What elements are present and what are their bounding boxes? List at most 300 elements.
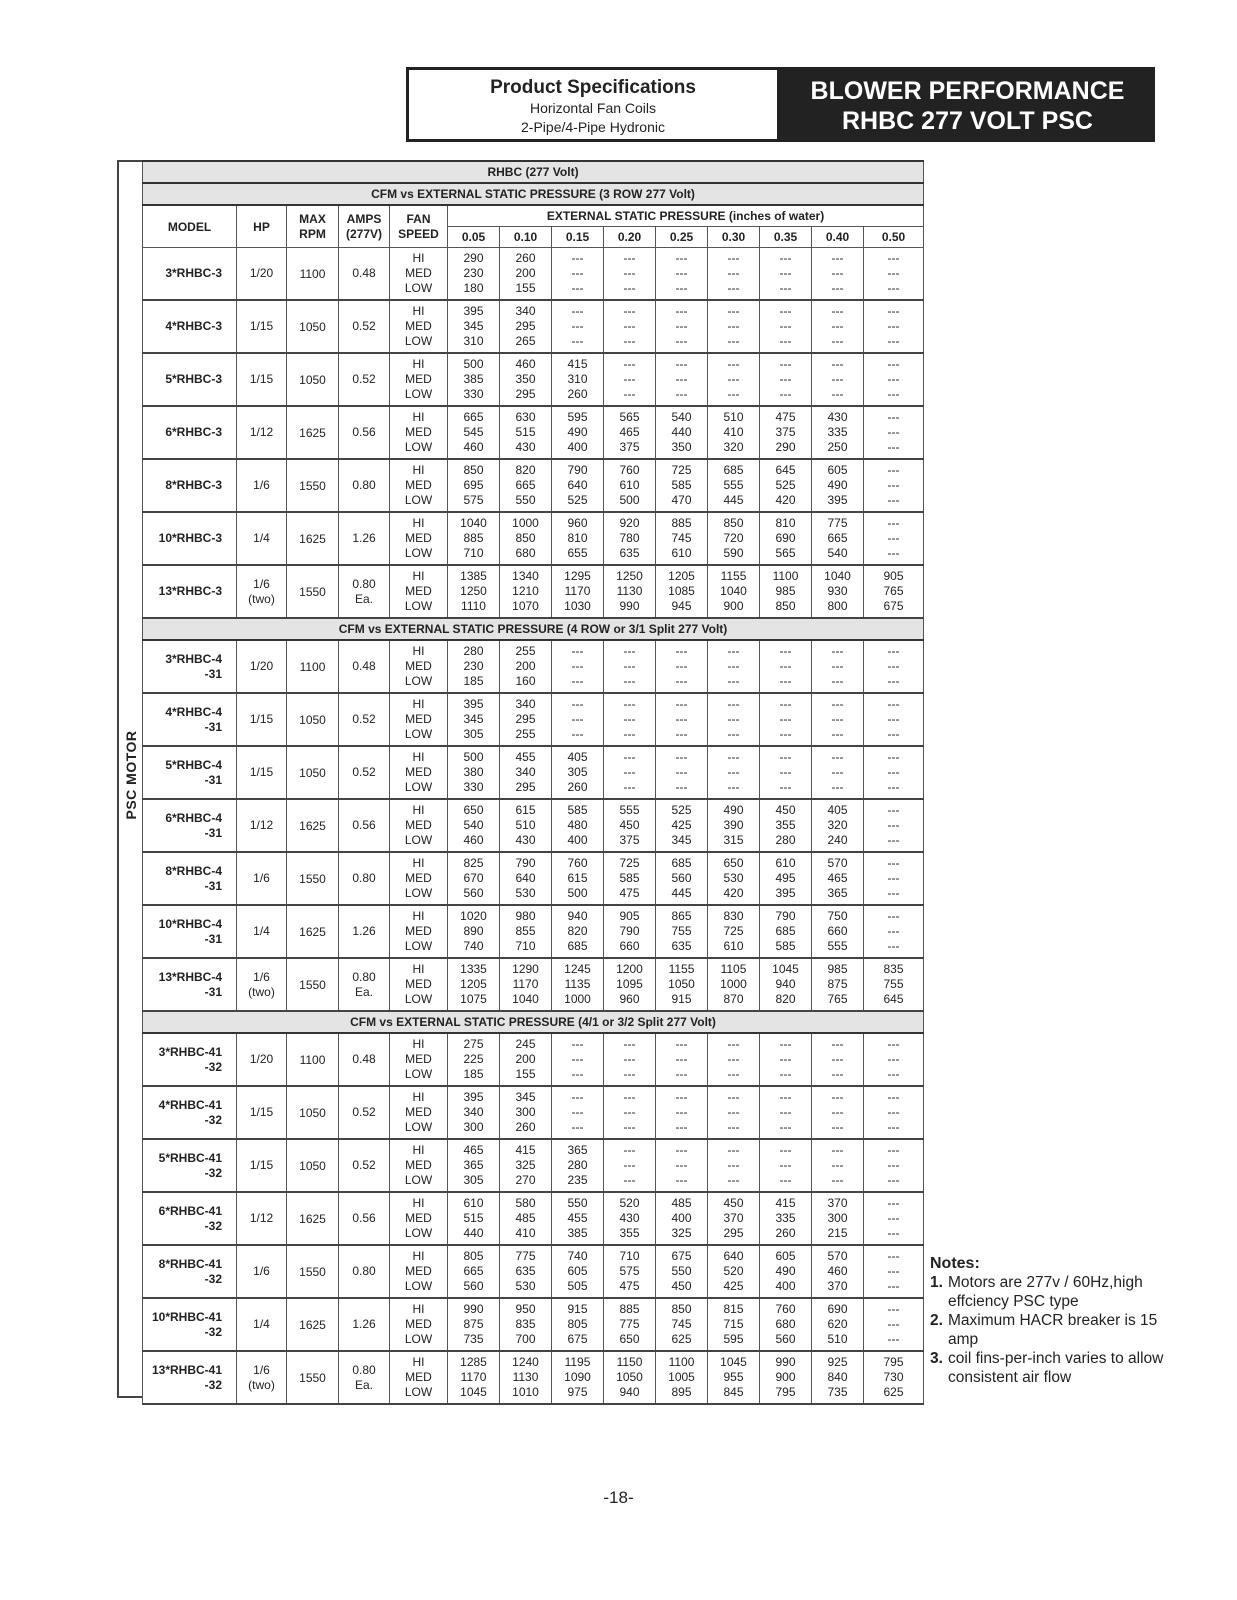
cfm-cell (760, 1351, 812, 1404)
cfm-cell-line: 490 (723, 803, 744, 817)
model-cell (143, 693, 237, 746)
cfm-cell-line: 425 (671, 818, 692, 832)
cfm-cell (708, 1298, 760, 1351)
cfm-cell-line: --- (887, 1037, 900, 1051)
cfm-cell-line: --- (831, 674, 844, 688)
amps-cell-line: 0.48 (352, 266, 376, 280)
cfm-cell (604, 1033, 656, 1086)
model-cell-line: -31 (204, 931, 222, 946)
cfm-cell-line: 760 (619, 463, 640, 477)
cfm-cell-line: 1205 (668, 569, 695, 583)
model-cell (143, 1086, 237, 1139)
fan-speed-cell-line: LOW (404, 1067, 433, 1081)
amps-cell (339, 746, 390, 799)
cfm-cell (864, 799, 924, 852)
cfm-cell-line: 895 (671, 1385, 692, 1399)
fan-speed-cell (390, 1351, 448, 1404)
cfm-cell-line: 1045 (772, 962, 799, 976)
cfm-cell (812, 565, 864, 618)
fan-speed-cell-line: LOW (404, 440, 433, 454)
cfm-cell-line: 790 (567, 463, 588, 477)
cfm-cell-line: 410 (515, 1226, 536, 1240)
cfm-cell-line: 260 (567, 780, 588, 794)
cfm-cell-line: 340 (515, 697, 536, 711)
cfm-cell (604, 353, 656, 406)
cfm-cell (552, 640, 604, 693)
cfm-cell-line: 235 (567, 1173, 588, 1187)
cfm-cell-line: 555 (723, 478, 744, 492)
cfm-cell-line: 415 (567, 357, 588, 371)
hp-cell (237, 693, 287, 746)
model-cell-line: -31 (204, 666, 222, 681)
cfm-cell-line: 155 (515, 281, 536, 295)
cfm-cell (500, 1192, 552, 1245)
model-cell (143, 1298, 237, 1351)
cfm-cell-line: 1010 (512, 1385, 539, 1399)
cfm-cell-line: --- (887, 1302, 900, 1316)
hp-cell-line: 1/4 (253, 1317, 270, 1331)
cfm-cell-line: --- (887, 334, 900, 348)
cfm-cell-line: 1090 (564, 1370, 591, 1384)
cfm-cell-line: --- (779, 1052, 792, 1066)
cfm-cell-line: --- (779, 304, 792, 318)
cfm-cell (864, 1192, 924, 1245)
cfm-cell-line: 810 (775, 516, 796, 530)
cfm-cell-line: --- (887, 1279, 900, 1293)
max-rpm-cell: 1050 (287, 693, 339, 746)
cfm-cell-line: 420 (723, 886, 744, 900)
cfm-cell-line: 375 (619, 440, 640, 454)
cfm-cell-line: --- (727, 697, 740, 711)
cfm-cell (448, 799, 500, 852)
cfm-cell (448, 905, 500, 958)
cfm-cell-line: --- (831, 1120, 844, 1134)
cfm-cell-line: 765 (883, 584, 904, 598)
cfm-cell (500, 1086, 552, 1139)
cfm-cell-line: --- (675, 1158, 688, 1172)
cfm-cell-line: 875 (827, 977, 848, 991)
amps-cell (339, 1139, 390, 1192)
cfm-cell-line: 885 (619, 1302, 640, 1316)
cfm-cell-line: --- (623, 1105, 636, 1119)
cfm-cell-line: 585 (775, 939, 796, 953)
fan-speed-cell-line: HI (412, 697, 425, 711)
cfm-cell-line: 720 (723, 531, 744, 545)
cfm-cell-line: 850 (723, 516, 744, 530)
cfm-cell-line: 760 (567, 856, 588, 870)
cfm-cell-line: --- (571, 644, 584, 658)
cfm-cell-line: --- (831, 319, 844, 333)
cfm-cell-line: 1045 (460, 1385, 487, 1399)
cfm-cell-line: --- (727, 1037, 740, 1051)
cfm-cell-line: --- (887, 1226, 900, 1240)
model-cell-line: -32 (204, 1377, 222, 1392)
hp-cell (237, 406, 287, 459)
cfm-cell-line: 280 (567, 1158, 588, 1172)
cfm-cell-line: 610 (775, 856, 796, 870)
cfm-cell-line: 905 (619, 909, 640, 923)
cfm-cell-line: --- (831, 1173, 844, 1187)
cfm-cell (656, 459, 708, 512)
cfm-cell-line: --- (727, 659, 740, 673)
model-cell-line: -32 (204, 1059, 222, 1074)
cfm-cell (708, 640, 760, 693)
cfm-cell-line: 415 (775, 1196, 796, 1210)
cfm-cell (552, 1351, 604, 1404)
cfm-cell-line: --- (831, 372, 844, 386)
cfm-cell-line: --- (779, 1143, 792, 1157)
cfm-cell-line: --- (887, 1090, 900, 1104)
cfm-cell-line: --- (727, 372, 740, 386)
cfm-cell-line: --- (675, 1052, 688, 1066)
amps-cell (339, 353, 390, 406)
cfm-cell (760, 799, 812, 852)
cfm-cell-line: --- (779, 266, 792, 280)
cfm-cell-line: 580 (515, 1196, 536, 1210)
fan-speed-cell-line: HI (412, 962, 425, 976)
cfm-cell-line: 1170 (460, 1370, 487, 1384)
cfm-cell-line: --- (887, 712, 900, 726)
cfm-cell-line: --- (887, 478, 900, 492)
cfm-cell-line: --- (623, 1173, 636, 1187)
cfm-cell-line: 725 (619, 856, 640, 870)
cfm-cell-line: 225 (463, 1052, 484, 1066)
cfm-cell-line: 830 (723, 909, 744, 923)
cfm-cell-line: 805 (463, 1249, 484, 1263)
cfm-cell-line: --- (623, 697, 636, 711)
cfm-cell (708, 958, 760, 1011)
hp-cell (237, 1192, 287, 1245)
fan-speed-cell-line: MED (405, 712, 432, 726)
cfm-cell-line: --- (727, 644, 740, 658)
amps-cell-line: 0.52 (352, 1105, 376, 1119)
cfm-cell-line: --- (887, 1249, 900, 1263)
cfm-cell-line: --- (779, 319, 792, 333)
cfm-cell-line: 960 (619, 992, 640, 1006)
cfm-cell-line: 820 (567, 924, 588, 938)
fan-speed-cell (390, 1245, 448, 1298)
cfm-cell-line: --- (831, 659, 844, 673)
cfm-cell (656, 1351, 708, 1404)
cfm-cell-line: 610 (463, 1196, 484, 1210)
section-title: CFM vs EXTERNAL STATIC PRESSURE (4 ROW or 3/1 Split 277 Volt) (143, 618, 924, 640)
cfm-cell-line: 1040 (512, 992, 539, 1006)
cfm-cell-line: 550 (567, 1196, 588, 1210)
hp-cell-line: 1/6 (253, 1264, 270, 1278)
cfm-cell-line: 530 (515, 1279, 536, 1293)
cfm-cell (500, 512, 552, 565)
amps-cell-line: 0.52 (352, 712, 376, 726)
cfm-cell-line: 655 (567, 546, 588, 560)
table-row (143, 300, 924, 353)
model-cell (143, 1351, 237, 1404)
cfm-cell (812, 353, 864, 406)
cfm-cell-line: --- (571, 266, 584, 280)
note-text: Maximum HACR breaker is 15 amp (948, 1312, 1158, 1348)
fan-speed-cell-line: HI (412, 803, 425, 817)
cfm-cell-line: 270 (515, 1173, 536, 1187)
cfm-cell-line: 215 (827, 1226, 848, 1240)
cfm-cell (708, 512, 760, 565)
psc-motor-label: PSC MOTOR (123, 730, 139, 820)
cfm-cell-line: 470 (671, 493, 692, 507)
cfm-cell-line: --- (831, 357, 844, 371)
cfm-cell (760, 693, 812, 746)
model-cell-line: 3*RHBC-3 (165, 266, 222, 280)
cfm-cell-line: 515 (515, 425, 536, 439)
fan-speed-cell (390, 1086, 448, 1139)
cfm-cell-line: --- (675, 372, 688, 386)
max-rpm-cell: 1050 (287, 746, 339, 799)
cfm-cell (656, 640, 708, 693)
cfm-cell-line: 1245 (564, 962, 591, 976)
cfm-cell-line: 890 (463, 924, 484, 938)
cfm-cell-line: --- (675, 1090, 688, 1104)
cfm-cell-line: --- (887, 1143, 900, 1157)
fan-speed-cell-line: MED (405, 372, 432, 386)
cfm-cell-line: 575 (463, 493, 484, 507)
cfm-cell-line: 305 (463, 1173, 484, 1187)
cfm-cell-line: 525 (567, 493, 588, 507)
fan-speed-cell (390, 958, 448, 1011)
cfm-cell (448, 406, 500, 459)
cfm-cell-line: 1195 (564, 1355, 591, 1369)
cfm-cell (760, 565, 812, 618)
cfm-cell (760, 353, 812, 406)
cfm-cell-line: --- (571, 1037, 584, 1051)
cfm-cell (552, 958, 604, 1011)
amps-cell (339, 1192, 390, 1245)
cfm-cell-line: 955 (723, 1370, 744, 1384)
cfm-cell-line: 1130 (512, 1370, 539, 1384)
max-rpm-cell: 1550 (287, 852, 339, 905)
cfm-cell-line: --- (887, 886, 900, 900)
model-cell (143, 565, 237, 618)
hp-cell (237, 512, 287, 565)
cfm-cell-line: --- (887, 1211, 900, 1225)
amps-cell-line: 0.52 (352, 319, 376, 333)
cfm-cell (448, 353, 500, 406)
cfm-cell-line: 775 (619, 1317, 640, 1331)
cfm-cell-line: 490 (775, 1264, 796, 1278)
cfm-cell (448, 565, 500, 618)
cfm-cell-line: --- (887, 1196, 900, 1210)
cfm-cell-line: --- (831, 1067, 844, 1081)
cfm-cell (708, 1033, 760, 1086)
fan-speed-cell-line: LOW (404, 780, 433, 794)
cfm-cell (552, 1298, 604, 1351)
cfm-cell (708, 565, 760, 618)
cfm-cell (552, 746, 604, 799)
amps-cell (339, 512, 390, 565)
cfm-cell-line: 835 (883, 962, 904, 976)
cfm-cell-line: 835 (515, 1317, 536, 1331)
cfm-cell-line: 395 (827, 493, 848, 507)
cfm-cell (708, 1192, 760, 1245)
cfm-cell (604, 459, 656, 512)
blower-performance-header (780, 67, 1155, 142)
amps-cell (339, 1245, 390, 1298)
cfm-cell-line: --- (887, 765, 900, 779)
fan-speed-cell-line: MED (405, 977, 432, 991)
model-cell-line: -31 (204, 984, 222, 999)
cfm-cell (552, 565, 604, 618)
cfm-cell-line: 335 (827, 425, 848, 439)
cfm-cell-line: --- (571, 1052, 584, 1066)
cfm-cell (656, 958, 708, 1011)
table-row (143, 958, 924, 1011)
product-spec-line2: 2-Pipe/4-Pipe Hydronic (521, 119, 665, 135)
cfm-cell-line: 595 (567, 410, 588, 424)
cfm-cell-line: --- (831, 1037, 844, 1051)
cfm-cell-line: 460 (515, 357, 536, 371)
cfm-cell (604, 1139, 656, 1192)
cfm-cell-line: 990 (619, 599, 640, 613)
cfm-cell-line: --- (887, 493, 900, 507)
cfm-cell-line: --- (727, 1173, 740, 1187)
cfm-cell (708, 852, 760, 905)
cfm-cell-line: 850 (515, 531, 536, 545)
hp-cell-line: 1/4 (253, 924, 270, 938)
cfm-cell-line: 255 (515, 727, 536, 741)
amps-cell-line: 1.26 (352, 924, 376, 938)
cfm-cell-line: 265 (515, 334, 536, 348)
fan-speed-cell-line: MED (405, 425, 432, 439)
cfm-cell-line: 310 (463, 334, 484, 348)
cfm-cell-line: --- (779, 334, 792, 348)
amps-cell-line: Ea. (354, 591, 373, 606)
cfm-cell-line: --- (675, 727, 688, 741)
model-cell-line: 13*RHBC-4 (158, 969, 222, 984)
cfm-cell-line: 885 (463, 531, 484, 545)
fan-speed-cell-line: LOW (404, 674, 433, 688)
cfm-cell (448, 1086, 500, 1139)
cfm-cell (812, 1139, 864, 1192)
cfm-cell-line: --- (571, 1105, 584, 1119)
col-header-model: MODEL (143, 205, 237, 248)
cfm-cell (760, 746, 812, 799)
cfm-cell-line: --- (887, 516, 900, 530)
hp-cell (237, 1351, 287, 1404)
cfm-cell-line: 1170 (512, 977, 539, 991)
cfm-cell-line: 1290 (512, 962, 539, 976)
cfm-cell (604, 905, 656, 958)
cfm-cell-line: 485 (671, 1196, 692, 1210)
hp-cell-line: 1/6 (253, 1362, 270, 1377)
cfm-cell (864, 300, 924, 353)
cfm-cell-line: --- (887, 281, 900, 295)
blower-performance-subtitle: RHBC 277 VOLT PSC (842, 107, 1093, 135)
amps-cell (339, 1086, 390, 1139)
cfm-cell-line: --- (831, 266, 844, 280)
hp-cell-line: 1/6 (253, 969, 270, 984)
cfm-cell-line: 635 (671, 939, 692, 953)
cfm-cell-line: 585 (619, 871, 640, 885)
max-rpm-cell: 1625 (287, 406, 339, 459)
cfm-cell (708, 1245, 760, 1298)
cfm-cell (500, 353, 552, 406)
table-row (143, 1298, 924, 1351)
cfm-cell (500, 905, 552, 958)
cfm-cell-line: 1130 (616, 584, 643, 598)
cfm-cell (604, 799, 656, 852)
fan-speed-cell-line: LOW (404, 599, 433, 613)
fan-speed-cell-line: MED (405, 319, 432, 333)
cfm-cell-line: 510 (827, 1332, 848, 1346)
cfm-cell-line: 700 (515, 1332, 536, 1346)
cfm-cell-line: --- (887, 697, 900, 711)
fan-speed-cell-line: LOW (404, 1120, 433, 1134)
cfm-cell-line: 740 (463, 939, 484, 953)
cfm-cell-line: --- (727, 1090, 740, 1104)
cfm-cell-line: 325 (515, 1158, 536, 1172)
fan-speed-cell (390, 1298, 448, 1351)
cfm-cell-line: 1285 (460, 1355, 487, 1369)
cfm-cell-line: 310 (567, 372, 588, 386)
cfm-cell-line: --- (831, 727, 844, 741)
cfm-cell (500, 300, 552, 353)
col-header-pressure: 0.40 (812, 227, 864, 248)
table-row (143, 1351, 924, 1404)
cfm-cell-line: 505 (567, 1279, 588, 1293)
cfm-cell-line: --- (727, 357, 740, 371)
cfm-cell (656, 406, 708, 459)
amps-cell-line: 0.80 (352, 871, 376, 885)
cfm-cell-line: 260 (775, 1226, 796, 1240)
fan-speed-cell-line: HI (412, 750, 425, 764)
cfm-cell-line: 990 (463, 1302, 484, 1316)
model-cell-line: 13*RHBC-3 (158, 584, 222, 598)
cfm-cell-line: 875 (463, 1317, 484, 1331)
cfm-cell-line: 335 (775, 1211, 796, 1225)
fan-speed-cell-line: HI (412, 516, 425, 530)
amps-cell-line: 0.80 (352, 1362, 376, 1377)
hp-cell-line: 1/20 (249, 266, 274, 280)
cfm-cell (552, 406, 604, 459)
cfm-cell (552, 905, 604, 958)
cfm-cell-line: 370 (827, 1196, 848, 1210)
cfm-cell-line: 450 (619, 818, 640, 832)
cfm-cell-line: 685 (775, 924, 796, 938)
hp-cell-line: 1/6 (253, 576, 270, 591)
model-cell (143, 640, 237, 693)
cfm-cell (448, 1351, 500, 1404)
cfm-cell-line: 350 (671, 440, 692, 454)
cfm-cell (760, 300, 812, 353)
cfm-cell-line: 185 (463, 674, 484, 688)
cfm-cell-line: 845 (723, 1385, 744, 1399)
model-cell-line: -31 (204, 719, 222, 734)
model-cell (143, 852, 237, 905)
model-cell (143, 406, 237, 459)
cfm-cell (604, 1192, 656, 1245)
cfm-cell-line: 900 (723, 599, 744, 613)
cfm-cell-line: --- (727, 266, 740, 280)
table-row (143, 353, 924, 406)
cfm-cell-line: --- (831, 780, 844, 794)
cfm-cell-line: 1340 (512, 569, 539, 583)
model-cell-line: 13*RHBC-41 (151, 1362, 222, 1377)
amps-cell-line: 0.48 (352, 1052, 376, 1066)
cfm-cell-line: 345 (463, 712, 484, 726)
cfm-cell-line: --- (779, 697, 792, 711)
cfm-cell-line: 790 (515, 856, 536, 870)
cfm-cell-line: 920 (619, 516, 640, 530)
cfm-cell-line: --- (831, 1143, 844, 1157)
cfm-cell-line: 380 (463, 765, 484, 779)
cfm-cell-line: 460 (827, 1264, 848, 1278)
cfm-cell (760, 1139, 812, 1192)
